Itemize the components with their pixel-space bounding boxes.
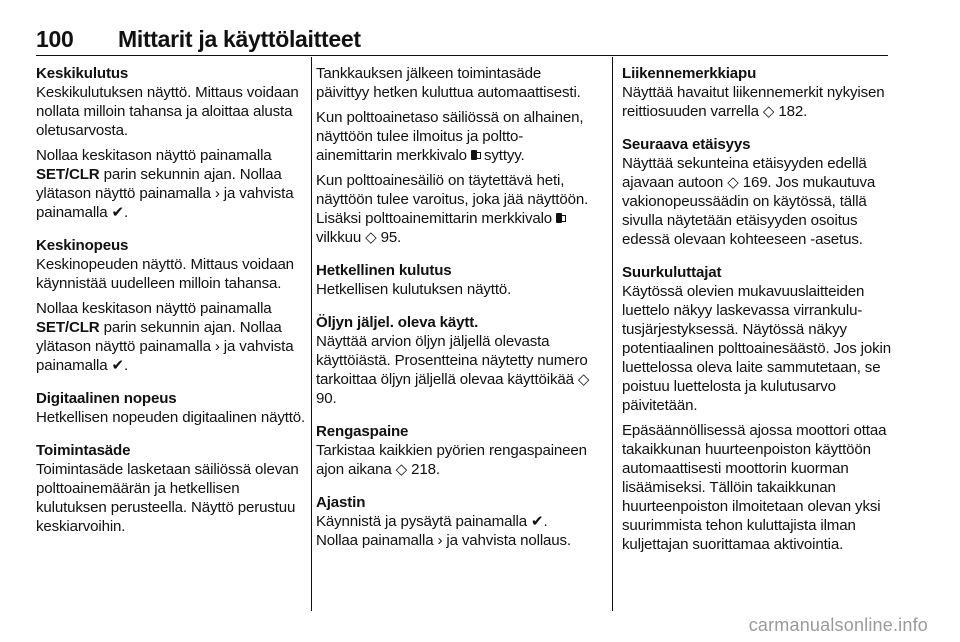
paragraph — [622, 282, 900, 415]
section-suurkuluttajat — [622, 263, 900, 554]
paragraph — [36, 460, 314, 536]
section-rengaspaine — [316, 422, 594, 479]
text: Käytössä olevien mukavuuslaitteiden luettelo näkyy laskevassa virrankulutusjärjestyksessä. Näytössä näkyy potentiaalinen polttoainesäästö. Jos jokin luettelossa oleva laite sammutetaan, se poistuu luettelosta ja kulutusarvo päivitetään. — [622, 283, 891, 414]
arrow-right-icon: › — [214, 338, 220, 355]
page-ref[interactable]: 218. — [407, 461, 440, 478]
text: Näyttää sekunteina etäisyyden edellä ajavaan autoon — [622, 155, 867, 191]
page-ref[interactable]: 90. — [316, 390, 337, 407]
section-digitaalinen-nopeus — [36, 389, 314, 427]
page-ref[interactable]: 169. Jos mukautuva vakionopeussäädin on käytössä, tällä sivulla näytetään etäisyyden osoitus edessä olevaan kohteeseen -asetus. — [622, 174, 876, 248]
section-title: Liikennemerkkiapu — [622, 65, 757, 82]
fuel-warning-icon — [556, 212, 565, 224]
paragraph — [316, 512, 594, 550]
text: ja vahvista painamalla — [36, 185, 294, 221]
section-title: Keskikulutus — [36, 65, 129, 82]
section-toimintasade-cont — [316, 64, 594, 247]
set-clr-label: SET/CLR — [36, 319, 100, 336]
text: Kun polttoainetaso säiliössä on alhainen, näyttöön tulee ilmoitus ja polttoainemittarin merkkivalo — [316, 109, 584, 164]
watermark: carmanualsonline.info — [748, 615, 928, 635]
text: Näyttää arvion öljyn jäljellä olevasta käyttöiästä. Prosentteina näytetty numero tarkoittaa öljyn jäljellä olevaa käyttöikää — [316, 333, 588, 388]
section-keskinopeus — [36, 236, 314, 375]
text: ja vahvista painamalla — [36, 338, 294, 374]
paragraph — [622, 154, 900, 249]
column-3 — [622, 64, 900, 568]
text: . — [124, 357, 129, 374]
text: Keskinopeuden näyttö. Mittaus voidaan käynnistää uudelleen milloin tahansa. — [36, 256, 294, 292]
arrow-right-icon: › — [437, 532, 443, 549]
text: Nollaa keskitason näyttö painamalla — [36, 300, 272, 317]
section-title: Ajastin — [316, 494, 366, 511]
section-oljyn-jaljel — [316, 313, 594, 408]
page-ref[interactable]: 182. — [774, 103, 808, 120]
text: Nollaa keskitason näyttö painamalla — [36, 147, 272, 164]
page-ref-icon: ◇ — [395, 461, 408, 478]
text: ja vahvista nollaus. — [442, 532, 571, 549]
page-ref-icon: ◇ — [577, 371, 590, 388]
section-title: Seuraava etäisyys — [622, 136, 751, 153]
column-1 — [36, 64, 314, 550]
text: Näyttää havaitut liikennemerkit nykyisen reittiosuuden varrella — [622, 84, 885, 120]
text: vilkkuu — [316, 229, 366, 246]
section-liikennemerkkiapu — [622, 64, 900, 121]
paragraph — [622, 421, 900, 554]
check-icon: ✔ — [111, 357, 125, 374]
header-rule — [36, 55, 888, 56]
text: Käynnistä ja pysäytä painamalla — [316, 513, 532, 530]
text: Tarkistaa kaikkien pyörien rengaspaineen ajon aikana — [316, 442, 587, 478]
section-hetkellinen-kulutus — [316, 261, 594, 299]
set-clr-label: SET/CLR — [36, 166, 100, 183]
section-keskikulutus — [36, 64, 314, 222]
text: Epäsäännöllisessä ajossa moottori ottaa takaikkunan huurteenpoiston käyttöön automaattisesti moottorin kuorman lisäämiseksi. Tällöin takaikkunan huurteenpoiston ilmoitetaan olevan yksi suurimmista tehon kuluttajista ilman kuljettajan suorittamaa aktivointia. — [622, 422, 887, 553]
arrow-right-icon: › — [214, 185, 220, 202]
page-ref-icon: ◇ — [727, 174, 739, 191]
section-toimintasade — [36, 441, 314, 536]
page-header — [36, 26, 888, 56]
section-seuraava-etaisyys — [622, 135, 900, 249]
paragraph — [316, 108, 594, 165]
paragraph — [36, 146, 314, 222]
text: Toimintasäde lasketaan säiliössä olevan polttoainemäärän ja hetkellisen kulutuksen perusteella. Näyttö perustuu keskiarvoihin. — [36, 461, 299, 535]
section-ajastin — [316, 493, 594, 550]
text: parin sekunnin ajan. Nollaa ylätason näyttö painamalla — [36, 166, 282, 202]
text: Kun polttoainesäiliö on täytettävä heti, näyttöön tulee varoitus, joka jää näyttöön. Lisäksi polttoainemittarin merkkivalo — [316, 172, 589, 227]
page-ref-icon: ◇ — [365, 229, 377, 246]
text: . — [543, 513, 548, 530]
paragraph — [36, 83, 314, 140]
paragraph — [36, 299, 314, 375]
page-ref[interactable]: 95. — [376, 229, 402, 246]
paragraph — [316, 64, 594, 102]
section-title: Suurkuluttajat — [622, 264, 722, 281]
section-title: Hetkellinen kulutus — [316, 262, 452, 279]
text: Hetkellisen kulutuksen näyttö. — [316, 281, 512, 298]
section-title: Keskinopeus — [36, 237, 129, 254]
page-ref-icon: ◇ — [762, 103, 775, 120]
text: parin sekunnin ajan. Nollaa ylätason näyttö painamalla — [36, 319, 282, 355]
check-icon: ✔ — [111, 204, 125, 221]
paragraph — [316, 171, 594, 247]
text: Hetkellisen nopeuden digitaalinen näyttö. — [36, 409, 306, 426]
text: Keskikulutuksen näyttö. Mittaus voidaan nollata milloin tahansa ja aloittaa alusta oletusarvosta. — [36, 84, 299, 139]
column-divider-2 — [612, 57, 613, 611]
paragraph — [316, 280, 594, 299]
section-title: Digitaalinen nopeus — [36, 390, 177, 407]
paragraph — [316, 441, 594, 479]
text: Tankkauksen jälkeen toimintasäde päivittyy hetken kuluttua automaattisesti. — [316, 65, 581, 101]
section-title: Rengaspaine — [316, 423, 409, 440]
text: . — [124, 204, 129, 221]
paragraph — [622, 83, 900, 121]
paragraph — [316, 332, 594, 408]
text: syttyy. — [479, 147, 525, 164]
section-title: Öljyn jäljel. oleva käytt. — [316, 314, 479, 331]
section-title: Toimintasäde — [36, 442, 131, 459]
paragraph — [36, 408, 314, 427]
text: Nollaa painamalla — [316, 532, 438, 549]
fuel-warning-icon — [471, 149, 480, 161]
page-title: Mittarit ja käyttölaitteet — [118, 26, 361, 52]
page-number: 100 — [36, 26, 74, 52]
check-icon: ✔ — [531, 513, 544, 530]
paragraph — [36, 255, 314, 293]
column-2 — [316, 64, 594, 564]
